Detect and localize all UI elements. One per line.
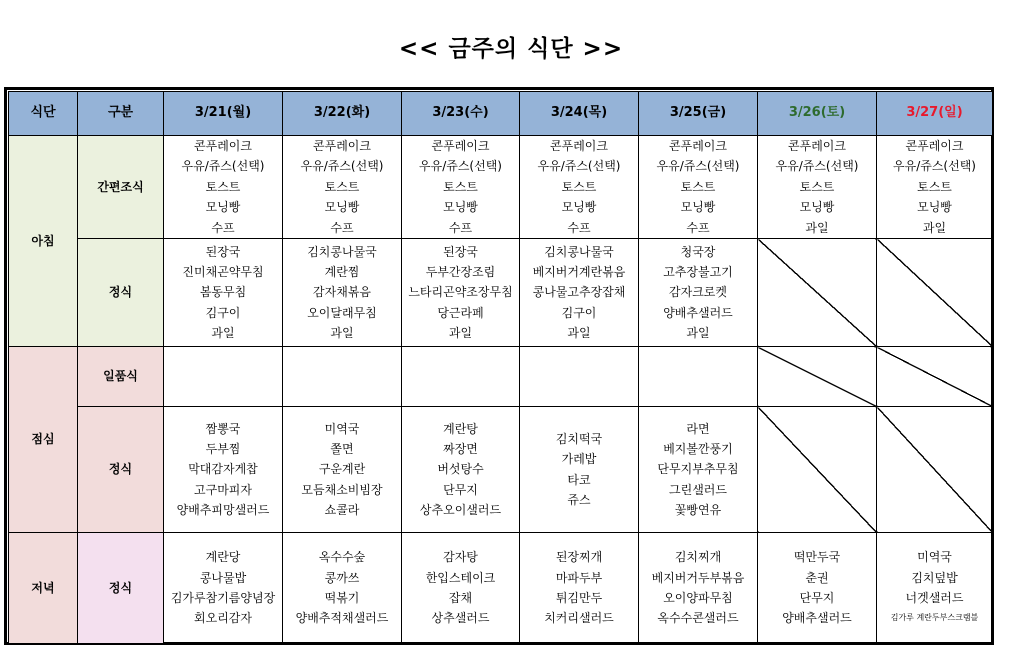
header-row <box>9 92 993 136</box>
dish-item: 우유/쥬스(선택) <box>300 159 384 174</box>
menu-cell <box>164 136 283 239</box>
row-morning-set <box>9 239 993 347</box>
dish-item: 가레밥 <box>561 452 597 467</box>
row-dinner-set <box>9 533 993 644</box>
empty-cell-slash <box>877 347 993 407</box>
dish-item: 라면 <box>686 421 710 436</box>
dish-item: 계란당 <box>205 550 241 565</box>
dish-item: 단무지 <box>799 591 835 606</box>
row-lunch-single <box>9 347 993 407</box>
header-day-mon: 3/21(월) <box>164 92 283 136</box>
header-day-tue: 3/22(화) <box>283 92 402 136</box>
dish-item: 청국장 <box>680 244 716 259</box>
dish-item: 감자채볶음 <box>313 285 371 300</box>
dish-item: 양배추피망샐러드 <box>176 503 270 518</box>
dish-item: 단무지 <box>443 482 478 497</box>
dish-item: 콘푸레이크 <box>905 139 964 153</box>
dish-item: 계란찜 <box>324 264 360 279</box>
menu-cell <box>520 239 639 347</box>
dish-item: 과일 <box>805 220 829 235</box>
dish-item: 꽃빵연유 <box>674 503 722 518</box>
dish-item: 수프 <box>686 220 710 235</box>
dish-item: 토스트 <box>917 179 952 194</box>
dish-item: 회오리감자 <box>194 611 252 626</box>
menu-cell <box>758 136 877 239</box>
dish-item: 양배추적채샐러드 <box>295 611 389 626</box>
dish-item: 단무지부추무침 <box>657 462 739 477</box>
menu-cell <box>283 407 402 533</box>
dish-item: 김가루 계란두부스크램블 <box>890 613 979 623</box>
dish-item: 베지버거계란볶음 <box>532 264 626 279</box>
meal-dinner: 저녁 <box>9 533 78 644</box>
dish-item: 김치찌개 <box>674 550 722 565</box>
menu-cell <box>164 533 283 644</box>
menu-cell-empty <box>520 347 639 407</box>
dish-item: 된장찌개 <box>555 550 603 565</box>
dish-item: 콘푸레이크 <box>550 139 608 153</box>
dish-item: 튀김만두 <box>555 591 603 606</box>
dish-item: 짬뽕국 <box>205 421 241 436</box>
dish-item: 버섯탕수 <box>437 462 484 477</box>
category-single-dish: 일품식 <box>78 347 164 407</box>
dish-item: 된장국 <box>205 244 241 259</box>
meal-lunch: 점심 <box>9 347 78 533</box>
empty-cell-slash <box>877 407 993 533</box>
menu-table <box>8 91 993 644</box>
dish-item: 콘푸레이크 <box>313 139 371 153</box>
dish-item: 우유/쥬스(선택) <box>419 159 502 174</box>
dish-item: 김구이 <box>561 305 597 320</box>
header-category: 구분 <box>78 92 164 136</box>
dish-item: 과일 <box>211 326 235 341</box>
dish-item: 베지볼깐풍기 <box>663 441 733 456</box>
dish-item: 떡만두국 <box>793 550 841 565</box>
dish-item: 쫄면 <box>330 441 354 456</box>
header-day-fri: 3/25(금) <box>639 92 758 136</box>
dish-item: 토스트 <box>561 179 597 194</box>
dish-item: 진미채곤약무침 <box>182 264 264 279</box>
category-set-meal: 정식 <box>78 239 164 347</box>
menu-cell <box>639 239 758 347</box>
dish-item: 수프 <box>211 220 235 235</box>
dish-item: 춘권 <box>805 570 829 585</box>
dish-item: 토스트 <box>443 179 478 194</box>
menu-cell <box>758 533 877 644</box>
dish-item: 과일 <box>922 220 947 235</box>
dish-item: 오이달래무침 <box>307 305 377 320</box>
dish-item: 토스트 <box>324 179 360 194</box>
dish-item: 양배추샐러드 <box>782 611 852 626</box>
dish-item: 콘푸레이크 <box>194 139 252 153</box>
dish-item: 계란탕 <box>443 421 478 436</box>
dish-item: 토스트 <box>799 179 835 194</box>
dish-item: 치커리샐러드 <box>544 611 614 626</box>
meal-morning: 아침 <box>9 136 78 347</box>
menu-cell <box>520 407 639 533</box>
dish-item: 모닝빵 <box>205 200 241 215</box>
empty-cell-slash <box>877 239 993 347</box>
dish-item: 고추장불고기 <box>663 264 733 279</box>
dish-item: 콩까쓰 <box>324 570 360 585</box>
dish-item: 수프 <box>330 220 354 235</box>
dish-item: 콩나물고추장잡채 <box>532 285 626 300</box>
dish-item: 당근라페 <box>437 305 484 320</box>
dish-item: 수프 <box>567 220 591 235</box>
dish-item: 구운계란 <box>318 462 366 477</box>
dish-item: 모닝빵 <box>561 200 597 215</box>
menu-cell <box>283 239 402 347</box>
menu-cell <box>164 239 283 347</box>
dish-item: 우유/쥬스(선택) <box>775 159 859 174</box>
dish-item: 콩나물밥 <box>199 570 247 585</box>
dish-item: 모닝빵 <box>443 200 478 215</box>
dish-item: 수프 <box>448 220 473 235</box>
menu-cell <box>877 533 993 644</box>
dish-item: 토스트 <box>680 179 716 194</box>
dish-item: 봄동무침 <box>199 285 247 300</box>
dish-item: 느타리곤약조장무침 <box>408 285 513 300</box>
menu-cell <box>639 533 758 644</box>
menu-cell-empty <box>283 347 402 407</box>
dish-item: 모닝빵 <box>799 200 835 215</box>
menu-cell <box>639 136 758 239</box>
dish-item: 과일 <box>330 326 354 341</box>
dish-item: 쥬스 <box>567 492 591 507</box>
dish-item: 감자탕 <box>443 550 478 565</box>
dish-item: 과일 <box>448 326 473 341</box>
dish-item: 된장국 <box>443 244 478 259</box>
menu-cell <box>520 533 639 644</box>
dish-item: 미역국 <box>324 421 360 436</box>
dish-item: 우유/쥬스(선택) <box>893 159 976 174</box>
dish-item: 김치덮밥 <box>911 570 958 585</box>
menu-cell <box>639 407 758 533</box>
dish-item: 모닝빵 <box>917 200 952 215</box>
dish-item: 과일 <box>686 326 710 341</box>
dish-item: 쇼콜라 <box>324 503 360 518</box>
empty-cell-slash <box>758 407 877 533</box>
header-day-thu: 3/24(목) <box>520 92 639 136</box>
dish-item: 감자크로켓 <box>669 285 727 300</box>
menu-cell <box>402 239 520 347</box>
dish-item: 너겟샐러드 <box>905 591 964 606</box>
dish-item: 과일 <box>567 326 591 341</box>
dish-item: 양배추샐러드 <box>663 305 733 320</box>
menu-cell-empty <box>639 347 758 407</box>
dish-item: 마파두부 <box>555 570 603 585</box>
page-title: << 금주의 식단 >> <box>398 36 624 62</box>
menu-cell <box>520 136 639 239</box>
empty-cell-slash <box>758 239 877 347</box>
dish-item: 모듬채소비빔장 <box>301 482 383 497</box>
dish-item: 김치떡국 <box>555 431 603 446</box>
dish-item: 고구마피자 <box>194 482 252 497</box>
dish-item: 김구이 <box>205 305 241 320</box>
row-lunch-set <box>9 407 993 533</box>
dish-item: 김치콩나물국 <box>544 244 614 259</box>
dish-item: 타코 <box>567 472 591 487</box>
dish-item: 우유/쥬스(선택) <box>656 159 740 174</box>
category-set-meal: 정식 <box>78 533 164 644</box>
dish-item: 두부간장조림 <box>425 264 496 279</box>
dish-item: 콘푸레이크 <box>788 139 846 153</box>
dish-item: 우유/쥬스(선택) <box>181 159 265 174</box>
header-day-wed: 3/23(수) <box>402 92 520 136</box>
menu-cell-empty <box>164 347 283 407</box>
dish-item: 두부찜 <box>205 441 241 456</box>
category-simple-breakfast: 간편조식 <box>78 136 164 239</box>
menu-cell <box>402 533 520 644</box>
dish-item: 상추오이샐러드 <box>419 503 502 518</box>
dish-item: 모닝빵 <box>680 200 716 215</box>
dish-item: 오이양파무침 <box>663 591 733 606</box>
dish-item: 베지버거두부볶음 <box>651 570 745 585</box>
category-set-meal: 정식 <box>78 407 164 533</box>
dish-item: 잡채 <box>448 591 473 606</box>
dish-item: 옥수수숲 <box>318 550 366 565</box>
dish-item: 상추샐러드 <box>431 611 490 626</box>
dish-item: 미역국 <box>917 550 952 565</box>
dish-item: 옥수수콘샐러드 <box>657 611 739 626</box>
dish-item: 한입스테이크 <box>425 570 496 585</box>
header-meal: 식단 <box>9 92 78 136</box>
dish-item: 모닝빵 <box>324 200 360 215</box>
row-morning-simple <box>9 136 993 239</box>
menu-cell-empty <box>402 347 520 407</box>
dish-item: 토스트 <box>205 179 241 194</box>
dish-item: 콘푸레이크 <box>431 139 490 153</box>
dish-item: 콘푸레이크 <box>669 139 727 153</box>
dish-item: 김가루참기름양념장 <box>170 591 276 606</box>
menu-cell <box>283 533 402 644</box>
dish-item: 김치콩나물국 <box>307 244 377 259</box>
dish-item: 떡볶기 <box>324 591 360 606</box>
dish-item: 그린샐러드 <box>669 482 727 497</box>
menu-cell <box>402 407 520 533</box>
header-day-sat: 3/26(토) <box>758 92 877 136</box>
menu-cell <box>402 136 520 239</box>
menu-cell <box>877 136 993 239</box>
dish-item: 막대감자게찹 <box>188 462 258 477</box>
header-day-sun: 3/27(일) <box>877 92 993 136</box>
dish-item: 짜장면 <box>443 441 478 456</box>
menu-cell <box>164 407 283 533</box>
dish-item: 우유/쥬스(선택) <box>537 159 621 174</box>
empty-cell-slash <box>758 347 877 407</box>
menu-cell <box>283 136 402 239</box>
